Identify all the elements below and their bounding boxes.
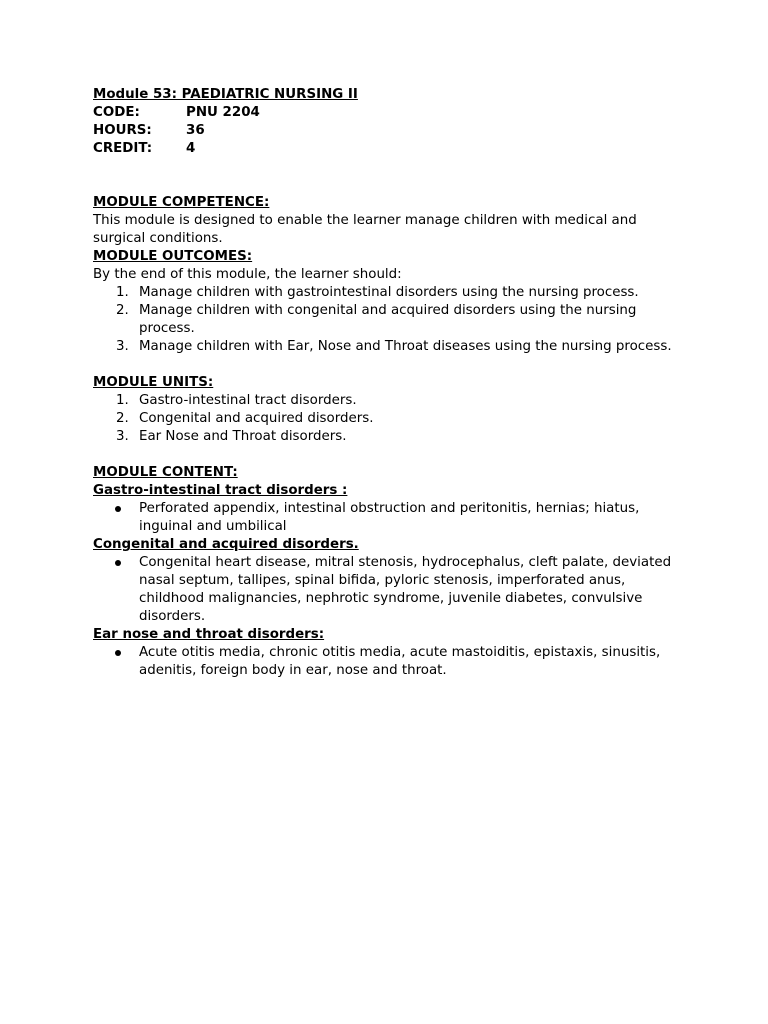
module-title: Module 53: PAEDIATRIC NURSING II [93,87,358,102]
list-item [93,392,683,410]
list-item-text: Manage children with congenital and acquired disorders using the nursing process. [139,303,637,336]
outcomes-list [93,284,683,356]
content-section-heading: Gastro-intestinal tract disorders : [93,483,348,498]
list-item [93,410,683,428]
meta-value: 36 [186,123,205,138]
list-item [93,428,683,446]
meta-value: 4 [186,141,196,156]
list-number: 3. [116,339,129,354]
content-section-heading: Ear nose and throat disorders: [93,627,325,642]
units-list [93,392,683,446]
list-item-text: Gastro-intestinal tract disorders. [139,393,357,408]
competence-text: This module is designed to enable the learner manage children with medical and surgical conditions. [93,213,637,246]
content-section-heading: Congenital and acquired disorders. [93,537,359,552]
meta-key: CREDIT: [93,141,153,156]
list-item [93,500,683,536]
meta-row-hours [93,122,683,140]
list-item-text: Ear Nose and Throat disorders. [139,429,347,444]
list-item-text: Congenital and acquired disorders. [139,411,374,426]
list-item [93,338,683,356]
list-number: 3. [116,429,129,444]
list-item [93,554,683,626]
list-number: 2. [116,303,129,318]
meta-key: CODE: [93,105,140,120]
meta-row-credit [93,140,683,158]
list-number: 1. [116,393,129,408]
document-page [93,86,683,680]
competence-heading: MODULE COMPETENCE: [93,195,270,210]
meta-value: PNU 2204 [186,105,260,120]
bullet-icon [115,560,121,566]
bullet-icon [115,506,121,512]
content-bullet-list [93,500,683,536]
outcomes-heading: MODULE OUTCOMES: [93,249,253,264]
list-item-text: Manage children with gastrointestinal disorders using the nursing process. [139,285,639,300]
list-item-text: Manage children with Ear, Nose and Throat diseases using the nursing process. [139,339,672,354]
list-item [93,284,683,302]
list-item-text: Acute otitis media, chronic otitis media, acute mastoiditis, epistaxis, sinusitis, adenitis, foreign body in ear, nose and throat. [139,645,661,678]
list-number: 1. [116,285,129,300]
units-heading: MODULE UNITS: [93,375,214,390]
meta-key: HOURS: [93,123,152,138]
content-bullet-list [93,554,683,626]
outcomes-intro: By the end of this module, the learner should: [93,267,402,282]
list-number: 2. [116,411,129,426]
list-item [93,302,683,338]
list-item-text: Perforated appendix, intestinal obstruction and peritonitis, hernias; hiatus, inguinal and umbilical [139,501,640,534]
bullet-icon [115,650,121,656]
content-heading: MODULE CONTENT: [93,465,238,480]
content-bullet-list [93,644,683,680]
list-item [93,644,683,680]
meta-row-code [93,104,683,122]
list-item-text: Congenital heart disease, mitral stenosis, hydrocephalus, cleft palate, deviated nasal septum, tallipes, spinal bifida, pyloric stenosis, imperforated anus, childhood malignancies, nephrotic syndrome, juvenile diabetes, convulsive disorders. [139,555,672,624]
